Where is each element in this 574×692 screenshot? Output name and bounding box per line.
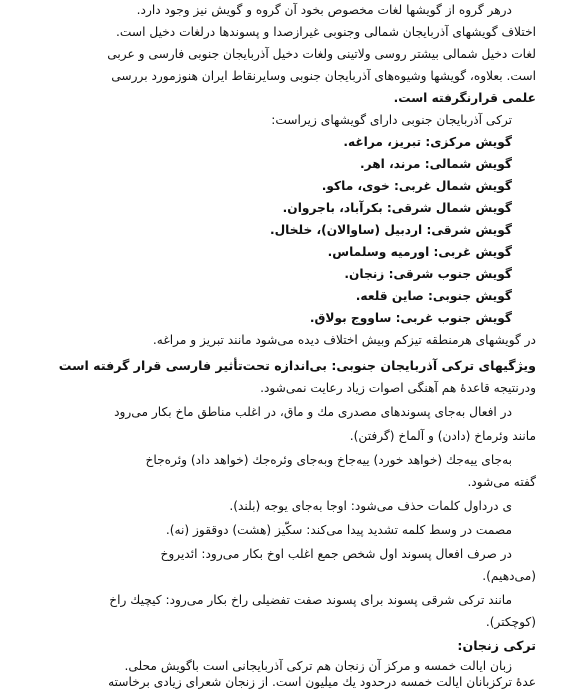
text-line: در افعال به‌جای پسوندهای مصدری مك و ماق، در اغلب مناطق ماخ بکار می‌رود: [114, 405, 512, 419]
dialect-item: گویش جنوب غربی: ساووج بولاق.: [309, 311, 512, 325]
text-line: عدۀ ترکزبانان ایالت خمسه درحدود یك میلیون است. از زنجان شعرای زیادی برخاسته: [108, 675, 536, 689]
dialect-item: گویش شمالی: مرند، اهر.: [360, 157, 512, 171]
text-line: ترکی آذربایجان جنوبی دارای گویشهای زیراست:: [271, 113, 512, 127]
text-line: گفته می‌شود.: [467, 475, 536, 489]
dialect-item: گویش شمال غربی: خوی، ماکو.: [321, 179, 512, 193]
text-line: است. بعلاوه، گویشها وشیوه‌های آذربایجان جنوبی وسایرنقاط ایران هنوزمورد بررسی: [111, 69, 536, 83]
dialect-item: گویش غربی: اورمیه وسلماس.: [327, 245, 512, 259]
text-line: مانند ترکی شرقی پسوند برای پسوند صفت تفضیلی راخ بکار می‌رود: کیچیك راخ: [109, 593, 512, 607]
text-line: در گویشهای هرمنطقه تیزکم وبیش اختلاف دیده می‌شود مانند تبریز و مراغه.: [152, 333, 536, 347]
text-line: علمی قرارنگرفته است.: [393, 91, 536, 105]
dialect-item: گویش جنوبی: صاین قلعه.: [355, 289, 512, 303]
text-line: ودرنتیجه قاعدۀ هم آهنگی اصوات زیاد رعایت نمی‌شود.: [260, 381, 536, 395]
text-line: (کوچکتر).: [485, 615, 536, 629]
text-line: مصمت در وسط کلمه تشدید پیدا می‌کند: سکّیز (هشت) دوققوز (نه).: [165, 523, 512, 537]
section-heading-features: ویژگیهای ترکی آذربایجان جنوبی: بی‌اندازه تحت‌تأثیر فارسی قرار گرفته است: [58, 358, 536, 373]
text-line: ی درداول کلمات حذف می‌شود: اوجا به‌جای یوجه (بلند).: [229, 499, 512, 513]
dialect-item: گویش شرقی: اردبیل (ساوالان)، خلخال.: [269, 223, 512, 237]
text-line: درهر گروه از گویشها لغات مخصوص بخود آن گروه و گویش نیز وجود دارد.: [136, 3, 512, 17]
text-line: در صرف افعال پسوند اول شخص جمع اغلب اوخ بکار می‌رود: ائدیروخ: [160, 547, 512, 561]
text-line: به‌جای ییه‌جك (خواهد خورد) ییه‌جاخ وبه‌جای وئره‌جك (خواهد داد) وئره‌جاخ: [145, 453, 512, 467]
text-line: (می‌دهیم).: [482, 569, 536, 583]
section-heading-zanjan: ترکی زنجان:: [457, 638, 536, 653]
text-line: مانند وئرماخ (دادن) و آلماخ (گرفتن).: [349, 429, 536, 443]
text-line: لغات دخیل شمالی بیشتر روسی ولاتینی ولغات دخیل آذربایجان جنوبی فارسی و عربی: [107, 47, 536, 61]
dialect-item: گویش شمال شرقی: بکرآباد، باجروان.: [282, 201, 512, 215]
text-line: زبان ایالت خمسه و مرکز آن زنجان هم ترکی آذربایجانی است باگویش محلی.: [124, 659, 512, 673]
dialect-item: گویش مرکزی: تبریز، مراغه.: [343, 135, 512, 149]
text-line: اختلاف گویشهای آذربایجان شمالی وجنوبی غیرازصدا و پسوندها درلغات دخیل است.: [116, 25, 536, 39]
dialect-item: گویش جنوب شرقی: زنجان.: [344, 267, 512, 281]
